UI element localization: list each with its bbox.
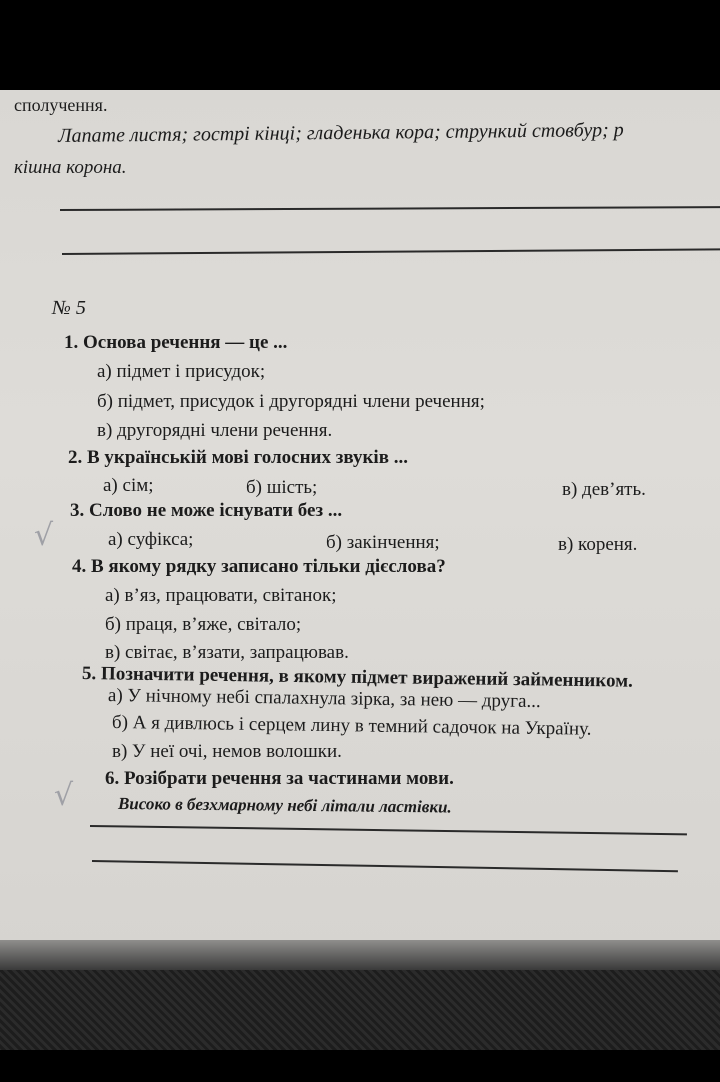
- option-2b: б) шість;: [246, 477, 318, 498]
- option-1c: в) другорядні члени речення.: [97, 420, 333, 441]
- option-4a: а) в’яз, працювати, світанок;: [105, 585, 337, 606]
- bottom-bar: [0, 1050, 720, 1082]
- option-1b: б) підмет, присудок і другорядні члени речення;: [97, 391, 485, 412]
- option-5c: в) У неї очі, немов волошки.: [112, 741, 342, 762]
- option-2c: в) дев’ять.: [562, 479, 646, 500]
- checkmark-icon: √: [34, 518, 54, 553]
- parse-sentence: Високо в безхмарному небі літали ластівки.: [117, 794, 452, 817]
- option-2a: а) сім;: [103, 475, 154, 496]
- answer-line: [62, 248, 720, 255]
- section-title: № 5: [52, 297, 86, 319]
- option-4c: в) світає, в’язати, запрацював.: [105, 642, 349, 663]
- question-1: 1. Основа речення — це ...: [64, 332, 288, 353]
- option-5a: а) У нічному небі спалахнула зірка, за нею — друга...: [107, 685, 541, 713]
- option-1a: а) підмет і присудок;: [97, 361, 266, 382]
- top-line-2: Лапате листя; гострі кінці; гладенька кора; стрункий стовбур; р: [57, 119, 624, 147]
- question-3: 3. Слово не може існувати без ...: [70, 500, 343, 521]
- answer-line: [60, 206, 720, 211]
- answer-line: [92, 860, 678, 872]
- top-line-1: сполучення.: [14, 95, 108, 115]
- option-4b: б) праця, в’яже, світало;: [105, 614, 302, 635]
- checkmark-icon: √: [54, 778, 74, 813]
- question-4: 4. В якому рядку записано тільки дієслова?: [72, 556, 446, 577]
- textbook-page: [0, 90, 720, 970]
- option-3a: а) суфікса;: [108, 529, 194, 550]
- question-6: 6. Розібрати речення за частинами мови.: [105, 768, 454, 789]
- top-line-3: кішна корона.: [14, 157, 127, 178]
- option-3c: в) кореня.: [558, 534, 638, 555]
- answer-line: [90, 825, 687, 835]
- option-3b: б) закінчення;: [326, 532, 440, 553]
- question-2: 2. В українській мові голосних звуків ...: [68, 447, 408, 468]
- question-5: 5. Позначити речення, в якому підмет виражений займенником.: [81, 663, 634, 692]
- option-5b: б) А я дивлюсь і серцем лину в темний садочок на Україну.: [111, 712, 592, 740]
